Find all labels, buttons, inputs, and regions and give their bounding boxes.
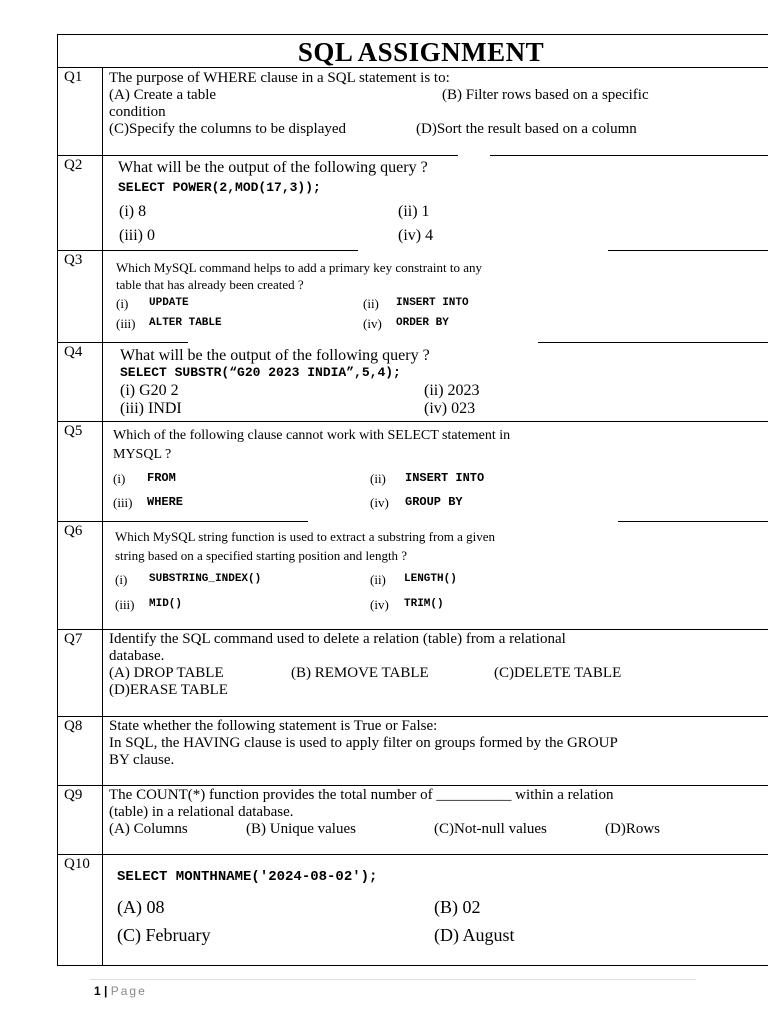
option-label: (iv)	[370, 495, 389, 510]
question-text: MYSQL ?	[113, 447, 172, 462]
question-10	[109, 869, 768, 953]
question-text: Identify the SQL command used to delete a relation (table) from a relational	[109, 631, 566, 647]
option-iii: (iii) INDI	[120, 400, 182, 417]
option-i: SUBSTRING_INDEX()	[149, 573, 262, 585]
row-divider	[58, 716, 768, 717]
assignment-sheet	[57, 34, 768, 966]
option-i: UPDATE	[149, 297, 189, 309]
option-iii: WHERE	[147, 495, 184, 509]
option-b: (B) REMOVE TABLE	[291, 665, 429, 681]
query-code: SELECT MONTHNAME('2024-08-02');	[117, 869, 378, 885]
question-text: The COUNT(*) function provides the total number of __________ within a relation	[109, 787, 614, 803]
row-divider	[608, 250, 768, 251]
option-c: (C) February	[117, 925, 211, 945]
option-i: (i) 8	[119, 203, 147, 220]
question-4	[109, 347, 768, 418]
option-ii: (ii) 2023	[424, 382, 480, 399]
option-label: (iii)	[116, 316, 136, 331]
page-number: 1	[94, 984, 101, 998]
question-text: table that has already been created ?	[116, 277, 304, 292]
row-divider	[58, 854, 768, 855]
question-number: Q1	[64, 69, 83, 85]
question-8	[109, 718, 768, 769]
option-d: (D)Sort the result based on a column	[416, 121, 637, 137]
option-b-continued: condition	[109, 104, 166, 120]
question-9	[109, 787, 768, 838]
row-divider	[490, 155, 768, 156]
row-divider	[58, 342, 188, 343]
row-divider	[58, 785, 768, 786]
question-5	[109, 426, 768, 513]
question-text: Which of the following clause cannot work with SELECT statement in	[113, 428, 511, 443]
option-label: (iv)	[363, 316, 382, 331]
option-ii: INSERT INTO	[405, 471, 485, 485]
question-text: Which MySQL command helps to add a primary key constraint to any	[116, 260, 482, 275]
row-divider	[58, 250, 358, 251]
page-footer	[94, 984, 147, 998]
question-number: Q5	[64, 423, 83, 439]
question-text: What will be the output of the following query ?	[120, 347, 430, 364]
row-divider	[538, 342, 768, 343]
option-iv: (iv) 023	[424, 400, 476, 417]
option-label: (i)	[115, 572, 128, 587]
option-label: (iv)	[370, 597, 389, 612]
option-iv: (iv) 4	[398, 227, 434, 244]
question-number: Q10	[64, 856, 90, 872]
question-text: string based on a specified starting position and length ?	[115, 548, 408, 563]
question-text: In SQL, the HAVING clause is used to apply filter on groups formed by the GROUP	[109, 735, 618, 751]
option-b: (B) Filter rows based on a specific	[442, 87, 649, 103]
row-divider	[58, 421, 768, 422]
query-code: SELECT SUBSTR(“G20 2023 INDIA”,5,4);	[120, 365, 401, 380]
column-divider	[102, 67, 103, 965]
question-text: The purpose of WHERE clause in a SQL statement is to:	[109, 70, 450, 86]
question-6	[109, 527, 768, 615]
option-label: (iii)	[113, 495, 133, 510]
question-number: Q3	[64, 252, 83, 268]
option-ii: INSERT INTO	[396, 297, 469, 309]
footer-rule	[90, 979, 696, 980]
option-i: FROM	[147, 471, 176, 485]
option-b: (B) Unique values	[246, 821, 356, 837]
option-d: (D) August	[434, 925, 515, 945]
option-d: (D)ERASE TABLE	[109, 682, 228, 698]
page-title: SQL ASSIGNMENT	[58, 35, 768, 68]
option-iii: ALTER TABLE	[149, 317, 222, 329]
option-label: (i)	[116, 296, 129, 311]
question-7	[109, 631, 768, 699]
option-a: (A) 08	[117, 897, 165, 917]
option-label: (ii)	[370, 471, 386, 486]
option-c: (C)Specify the columns to be displayed	[109, 121, 347, 137]
row-divider	[58, 155, 458, 156]
question-number: Q8	[64, 718, 83, 734]
option-label: (ii)	[370, 572, 386, 587]
question-2	[109, 159, 768, 247]
option-b: (B) 02	[434, 897, 481, 917]
option-label: (iii)	[115, 597, 135, 612]
footer-separator: |	[100, 984, 111, 998]
question-text: database.	[109, 648, 165, 664]
question-text: State whether the following statement is True or False:	[109, 718, 438, 734]
question-number: Q2	[64, 157, 83, 173]
option-iii: (iii) 0	[119, 227, 155, 244]
option-d: (D)Rows	[605, 821, 660, 837]
question-number: Q9	[64, 787, 83, 803]
question-3	[109, 259, 768, 335]
query-code: SELECT POWER(2,MOD(17,3));	[118, 180, 321, 195]
question-number: Q6	[64, 523, 83, 539]
question-1	[109, 70, 768, 138]
option-a: (A) Columns	[109, 821, 188, 837]
option-a: (A) DROP TABLE	[109, 665, 224, 681]
option-a: (A) Create a table	[109, 87, 217, 103]
option-iv: ORDER BY	[396, 317, 449, 329]
option-ii: LENGTH()	[404, 573, 457, 585]
question-text: Which MySQL string function is used to extract a substring from a given	[115, 529, 496, 544]
option-i: (i) G20 2	[120, 382, 179, 399]
question-number: Q7	[64, 631, 83, 647]
row-divider	[618, 521, 768, 522]
option-c: (C)Not-null values	[434, 821, 547, 837]
option-c: (C)DELETE TABLE	[494, 665, 622, 681]
option-label: (ii)	[363, 296, 379, 311]
option-iii: MID()	[149, 598, 183, 610]
question-text: What will be the output of the following query ?	[118, 159, 428, 176]
question-number: Q4	[64, 344, 83, 360]
question-text: (table) in a relational database.	[109, 804, 294, 820]
option-iv: GROUP BY	[405, 495, 463, 509]
row-divider	[58, 629, 768, 630]
option-iv: TRIM()	[404, 598, 444, 610]
row-divider	[58, 521, 308, 522]
question-text: BY clause.	[109, 752, 175, 768]
page-label: Page	[110, 984, 147, 998]
option-label: (i)	[113, 471, 126, 486]
option-ii: (ii) 1	[398, 203, 430, 220]
